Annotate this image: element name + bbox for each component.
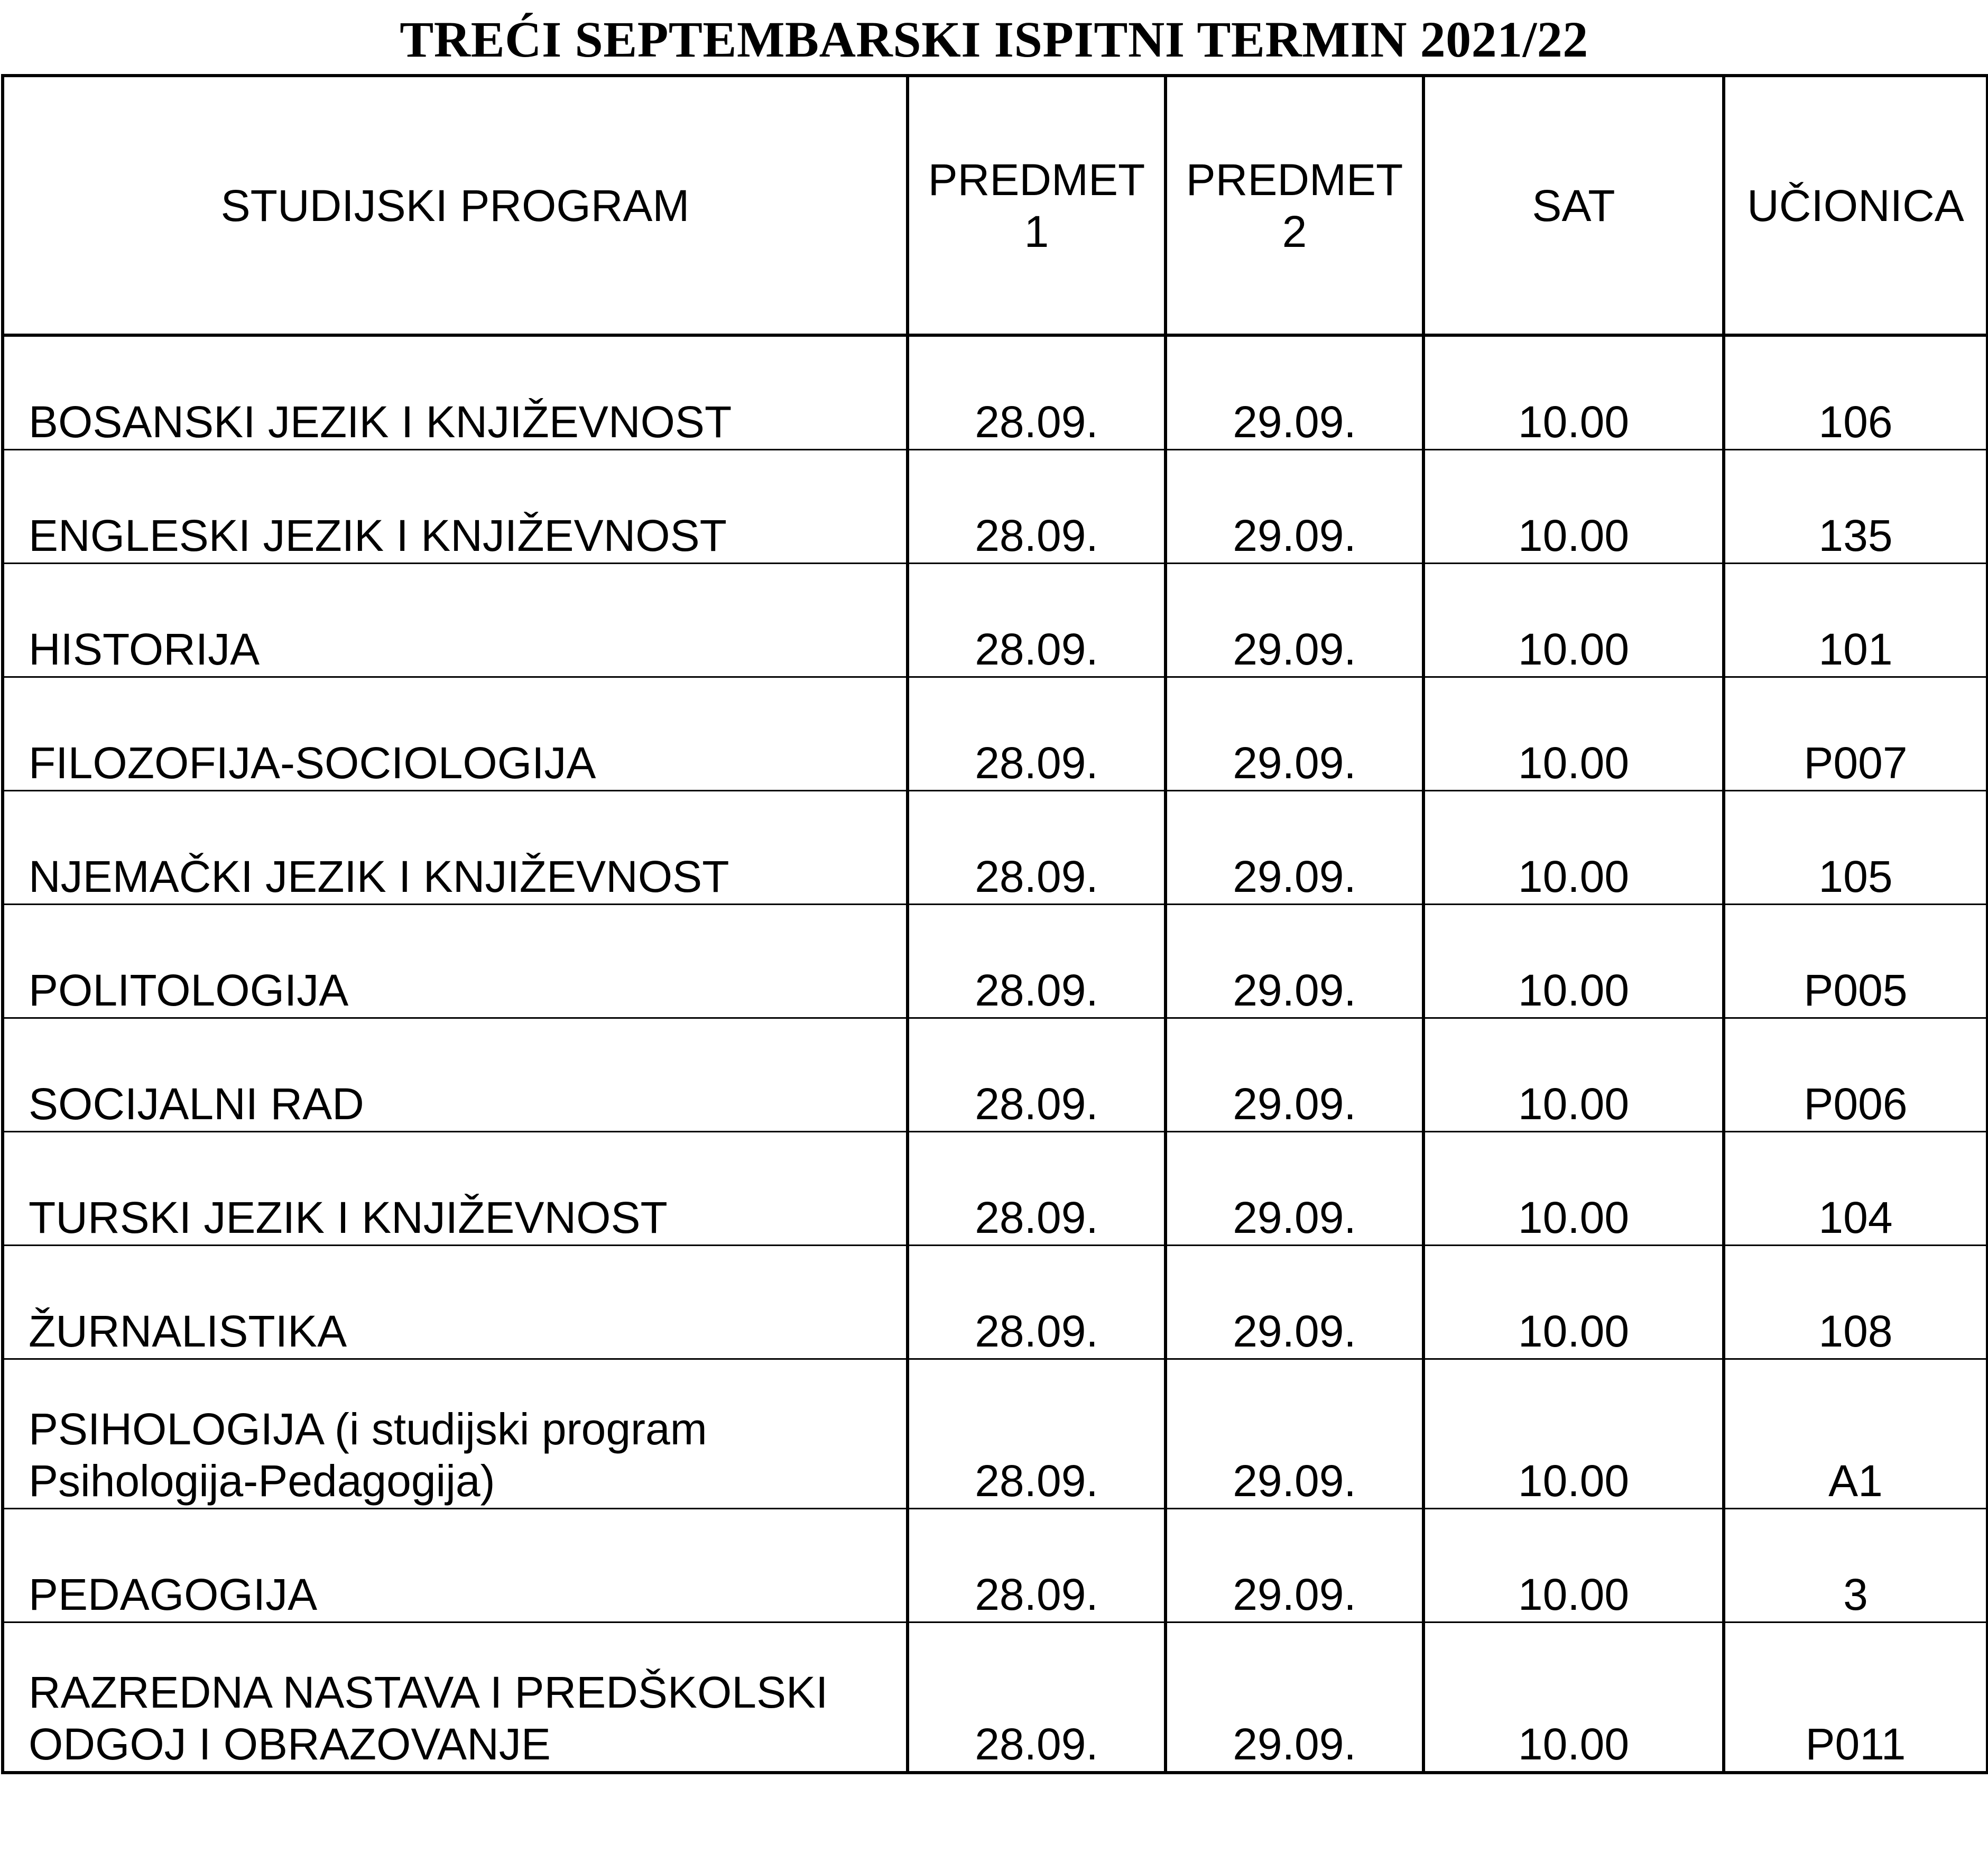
predmet2-cell: 29.09. [1166, 1018, 1423, 1132]
program-line-1: RAZREDNA NASTAVA I PREDŠKOLSKI [29, 1667, 828, 1717]
ucionica-cell: A1 [1724, 1359, 1987, 1509]
program-line-2: ODGOJ I OBRAZOVANJE [29, 1719, 551, 1769]
table-body [3, 335, 1987, 1773]
ucionica-cell: P011 [1724, 1622, 1987, 1773]
program-cell: POLITOLOGIJA [3, 905, 908, 1018]
table-row [3, 1132, 1987, 1246]
header-predmet-1-number: 1 [1024, 206, 1049, 256]
predmet1-cell: 28.09. [908, 1132, 1166, 1246]
table-header [3, 76, 1987, 335]
table-row [3, 1359, 1987, 1509]
table-row [3, 791, 1987, 905]
predmet2-cell: 29.09. [1166, 1246, 1423, 1359]
page-title: TREĆI SEPTEMBARSKI ISPITNI TERMIN 2021/22 [400, 11, 1588, 68]
sat-cell: 10.00 [1423, 1622, 1724, 1773]
predmet2-cell: 29.09. [1166, 1359, 1423, 1509]
program-cell: FILOZOFIJA-SOCIOLOGIJA [3, 677, 908, 791]
predmet2-cell: 29.09. [1166, 677, 1423, 791]
header-predmet-1-label: PREDMET [928, 154, 1145, 205]
program-line-1: PSIHOLOGIJA (i studijski program [29, 1404, 707, 1454]
ucionica-cell: 3 [1724, 1509, 1987, 1622]
ucionica-cell: 104 [1724, 1132, 1987, 1246]
sat-cell: 10.00 [1423, 335, 1724, 450]
program-cell [3, 1622, 908, 1773]
sat-cell: 10.00 [1423, 450, 1724, 564]
table-row [3, 1622, 1987, 1773]
predmet1-cell: 28.09. [908, 1018, 1166, 1132]
sat-cell: 10.00 [1423, 1132, 1724, 1246]
table-row [3, 450, 1987, 564]
header-ucionica: UČIONICA [1724, 76, 1987, 335]
predmet1-cell: 28.09. [908, 677, 1166, 791]
header-studijski-program: STUDIJSKI PROGRAM [3, 76, 908, 335]
predmet2-cell: 29.09. [1166, 1132, 1423, 1246]
ucionica-cell: P007 [1724, 677, 1987, 791]
sat-cell: 10.00 [1423, 1246, 1724, 1359]
sat-cell: 10.00 [1423, 564, 1724, 677]
header-sat: SAT [1423, 76, 1724, 335]
program-cell: HISTORIJA [3, 564, 908, 677]
ucionica-cell: 108 [1724, 1246, 1987, 1359]
program-cell: NJEMAČKI JEZIK I KNJIŽEVNOST [3, 791, 908, 905]
ucionica-cell: P006 [1724, 1018, 1987, 1132]
header-predmet-2-label: PREDMET [1186, 154, 1403, 205]
sat-cell: 10.00 [1423, 1509, 1724, 1622]
table-row [3, 1509, 1987, 1622]
predmet1-cell: 28.09. [908, 1359, 1166, 1509]
exam-schedule-table [1, 74, 1988, 1774]
predmet1-cell: 28.09. [908, 564, 1166, 677]
header-row [3, 76, 1987, 335]
sat-cell: 10.00 [1423, 1359, 1724, 1509]
sat-cell: 10.00 [1423, 905, 1724, 1018]
predmet2-cell: 29.09. [1166, 1622, 1423, 1773]
program-cell: TURSKI JEZIK I KNJIŽEVNOST [3, 1132, 908, 1246]
ucionica-cell: 106 [1724, 335, 1987, 450]
predmet2-cell: 29.09. [1166, 791, 1423, 905]
predmet2-cell: 29.09. [1166, 335, 1423, 450]
program-cell: ENGLESKI JEZIK I KNJIŽEVNOST [3, 450, 908, 564]
predmet1-cell: 28.09. [908, 1246, 1166, 1359]
predmet2-cell: 29.09. [1166, 905, 1423, 1018]
predmet1-cell: 28.09. [908, 791, 1166, 905]
program-cell: BOSANSKI JEZIK I KNJIŽEVNOST [3, 335, 908, 450]
table-row [3, 564, 1987, 677]
header-predmet-2-number: 2 [1282, 206, 1307, 256]
predmet1-cell: 28.09. [908, 1509, 1166, 1622]
sat-cell: 10.00 [1423, 1018, 1724, 1132]
program-cell: PEDAGOGIJA [3, 1509, 908, 1622]
table-row [3, 1018, 1987, 1132]
predmet1-cell: 28.09. [908, 905, 1166, 1018]
predmet2-cell: 29.09. [1166, 1509, 1423, 1622]
table-row [3, 335, 1987, 450]
ucionica-cell: P005 [1724, 905, 1987, 1018]
sat-cell: 10.00 [1423, 677, 1724, 791]
table-row [3, 677, 1987, 791]
program-cell [3, 1359, 908, 1509]
predmet1-cell: 28.09. [908, 335, 1166, 450]
program-cell: ŽURNALISTIKA [3, 1246, 908, 1359]
ucionica-cell: 135 [1724, 450, 1987, 564]
predmet1-cell: 28.09. [908, 450, 1166, 564]
header-predmet-1 [908, 76, 1166, 335]
ucionica-cell: 101 [1724, 564, 1987, 677]
sat-cell: 10.00 [1423, 791, 1724, 905]
table-row [3, 905, 1987, 1018]
program-cell: SOCIJALNI RAD [3, 1018, 908, 1132]
ucionica-cell: 105 [1724, 791, 1987, 905]
predmet1-cell: 28.09. [908, 1622, 1166, 1773]
table-row [3, 1246, 1987, 1359]
program-line-2: Psihologija-Pedagogija) [29, 1456, 495, 1506]
header-predmet-2 [1166, 76, 1423, 335]
predmet2-cell: 29.09. [1166, 450, 1423, 564]
predmet2-cell: 29.09. [1166, 564, 1423, 677]
